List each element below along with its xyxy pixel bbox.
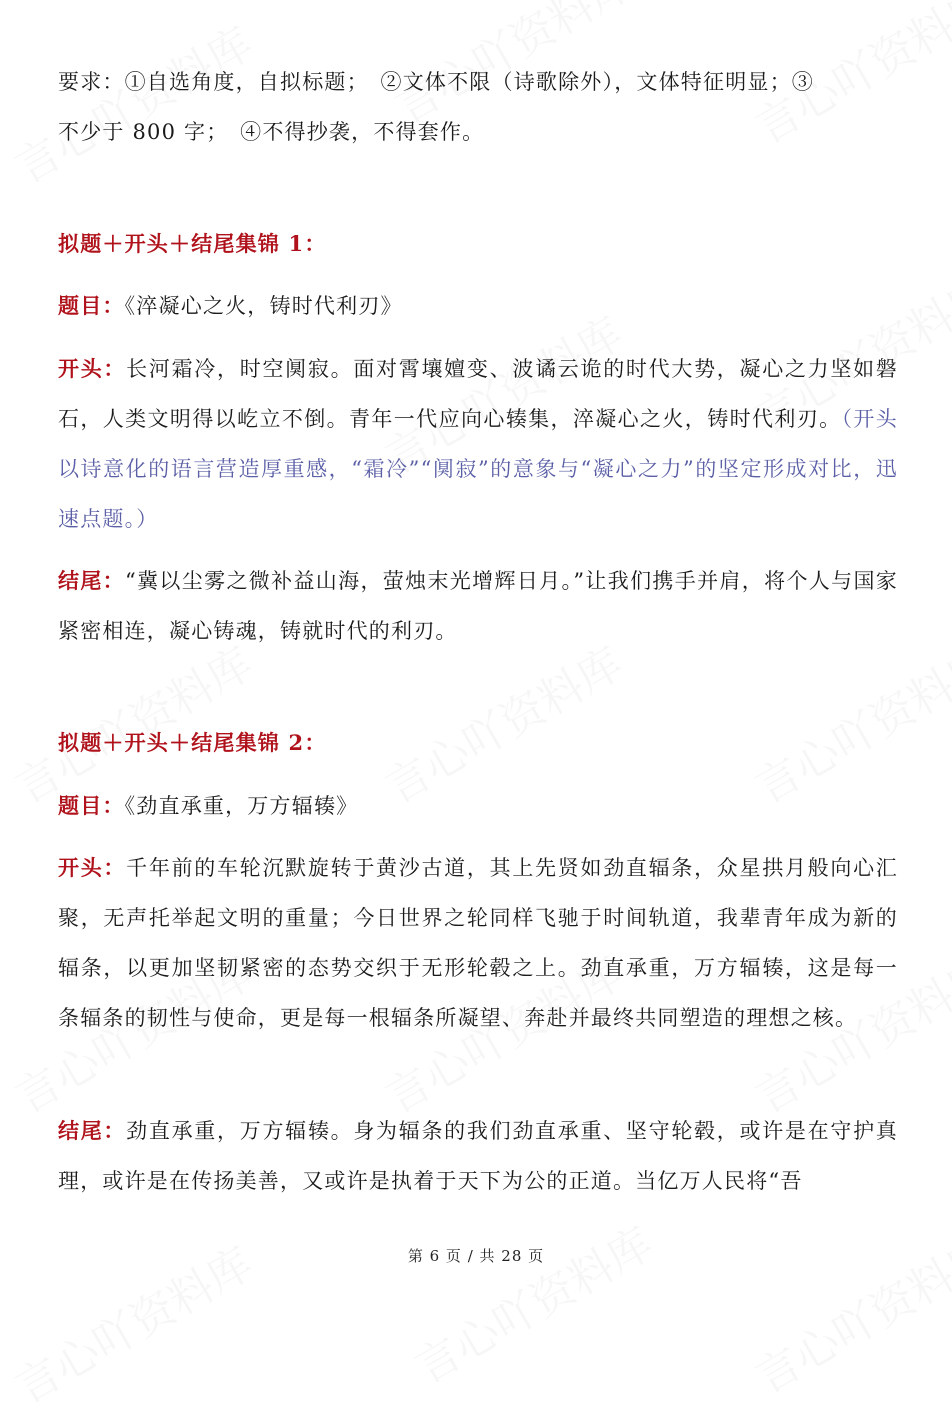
section-2-title [58, 781, 898, 831]
watermark [402, 1208, 663, 1395]
opening-label: 开头： [58, 855, 127, 880]
opening-text: 千年前的车轮沉默旋转于黄沙古道，其上先贤如劲直辐条，众星拱月般向心汇聚，无声托举起文明的重量；今日世界之轮同样飞驰于时间轨道，我辈青年成为新的辐条，以更加坚韧紧密的态势交织于无形轮毂之上。劲直承重，万方辐辏，这是每一条辐条的韧性与使命，更是每一根辐条所凝望、奔赴并最终共同塑造的理想之核。 [58, 856, 898, 1030]
title-label: 题目： [58, 793, 125, 818]
section-1-title [58, 281, 898, 331]
requirement-line-1: 要求：①自选角度，自拟标题； ②文体不限（诗歌除外），文体特征明显；③ [58, 70, 814, 94]
section-2-opening [58, 843, 898, 1043]
requirement-line-2: 不少于 800 字； ④不得抄袭，不得套作。 [58, 120, 485, 144]
section-1-opening [58, 344, 898, 544]
section-2-heading: 拟题＋开头＋结尾集锦 2： [58, 730, 327, 755]
ending-label: 结尾： [58, 568, 126, 593]
page-footer: 第 6 页 / 共 28 页 [407, 1247, 545, 1265]
title-label: 题目： [58, 293, 125, 318]
opening-text: 长河霜冷，时空阒寂。面对霄壤嬗变、波谲云诡的时代大势，凝心之力坚如磐石，人类文明得以屹立不倒。青年一代应向心辏集，淬凝心之火，铸时代利刃。 [58, 357, 898, 431]
ending-label: 结尾： [58, 1118, 127, 1143]
section-1-ending [58, 556, 898, 656]
opening-label: 开头： [58, 356, 127, 381]
ending-text: “冀以尘雾之微补益山海，萤烛末光增辉日月。”让我们携手并肩，将个人与国家紧密相连，凝心铸魂，铸就时代的利刃。 [58, 569, 898, 643]
section-2-ending [58, 1106, 898, 1206]
requirement-paragraph [58, 57, 898, 157]
title-text: 《淬凝心之火，铸时代利刃》 [124, 294, 403, 318]
section-1-heading: 拟题＋开头＋结尾集锦 1： [58, 231, 327, 256]
opening-note: （开头以诗意化的语言营造厚重感，“霜冷”“阒寂”的意象与“凝心之力”的坚定形成对比，迅速点题。） [58, 407, 898, 531]
ending-text: 劲直承重，万方辐辏。身为辐条的我们劲直承重、坚守轮毂，或许是在守护真理，或许是在传扬美善，又或许是执着于天下为公的正道。当亿万人民将“吾 [58, 1119, 898, 1193]
title-text: 《劲直承重，万方辐辏》 [124, 794, 359, 818]
